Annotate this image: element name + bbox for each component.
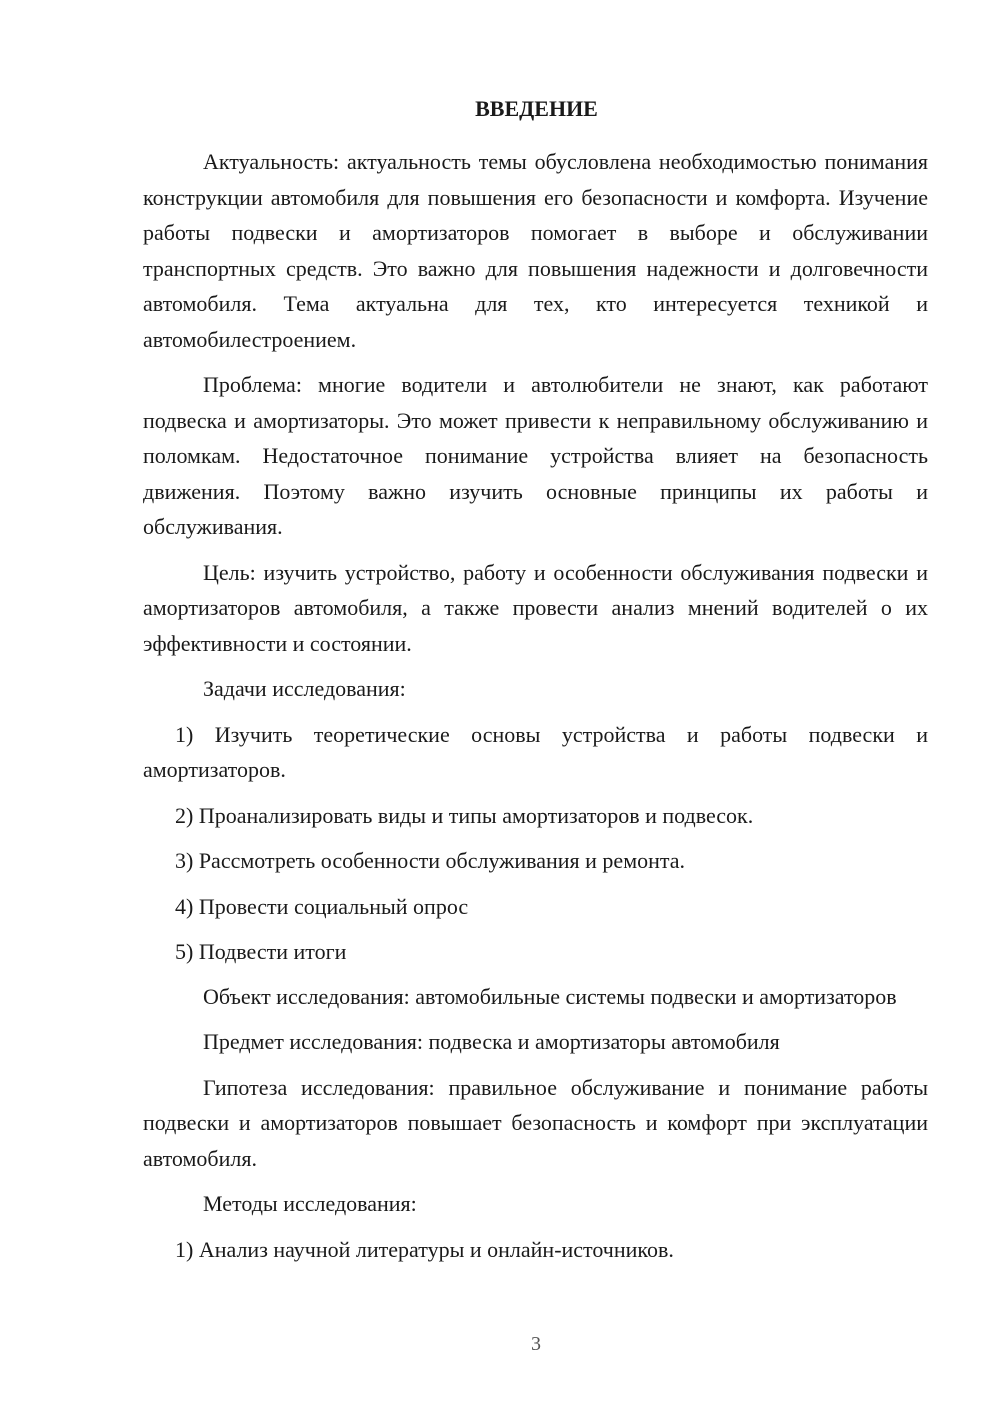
task-item: 3) Рассмотреть особенности обслуживания и ремонта. — [175, 848, 686, 873]
task-item: 4) Провести социальный опрос — [175, 893, 469, 919]
object-paragraph: Объект исследования: автомобильные системы подвески и амортизаторов — [203, 983, 897, 1009]
page-number: 3 — [531, 1333, 541, 1355]
method-item: 1) Анализ научной литературы и онлайн-источников. — [175, 1236, 674, 1262]
problem-paragraph: Проблема: многие водители и автолюбители не знают, как работают подвеска и амортизаторы. Это может привести к неправильному обслуживанию и поломкам. Недостаточное понимание устройства влияет на безопасность движения. Поэтому важно изучить основные принципы их работы и обслуживания. — [143, 372, 928, 539]
subject-paragraph: Предмет исследования: подвеска и амортизаторы автомобиля — [203, 1029, 780, 1054]
hypothesis-paragraph: Гипотеза исследования: правильное обслуживание и понимание работы подвески и амортизаторов повышает безопасность и комфорт при эксплуатации автомобиля. — [143, 1074, 928, 1171]
task-item: 2) Проанализировать виды и типы амортизаторов и подвесок. — [175, 802, 754, 828]
relevance-paragraph: Актуальность: актуальность темы обусловлена необходимостью понимания конструкции автомобиля для повышения его безопасности и комфорта. Изучение работы подвески и амортизаторов помогает в выборе и обслуживании транспортных средств. Это важно для повышения надежности и долговечности автомобиля. Тема актуальна для тех, кто интересуется техникой и автомобилестроением. — [143, 149, 928, 352]
page-title: ВВЕДЕНИЕ — [475, 96, 598, 121]
methods-heading: Методы исследования: — [203, 1191, 417, 1216]
tasks-heading: Задачи исследования: — [203, 676, 406, 701]
goal-paragraph: Цель: изучить устройство, работу и особенности обслуживания подвески и амортизаторов автомобиля, а также провести анализ мнений водителей о их эффективности и состоянии. — [143, 559, 928, 656]
document-body — [143, 94, 928, 1267]
task-item: 5) Подвести итоги — [175, 939, 347, 964]
task-item: 1) Изучить теоретические основы устройства и работы подвески и амортизаторов. — [143, 721, 928, 782]
